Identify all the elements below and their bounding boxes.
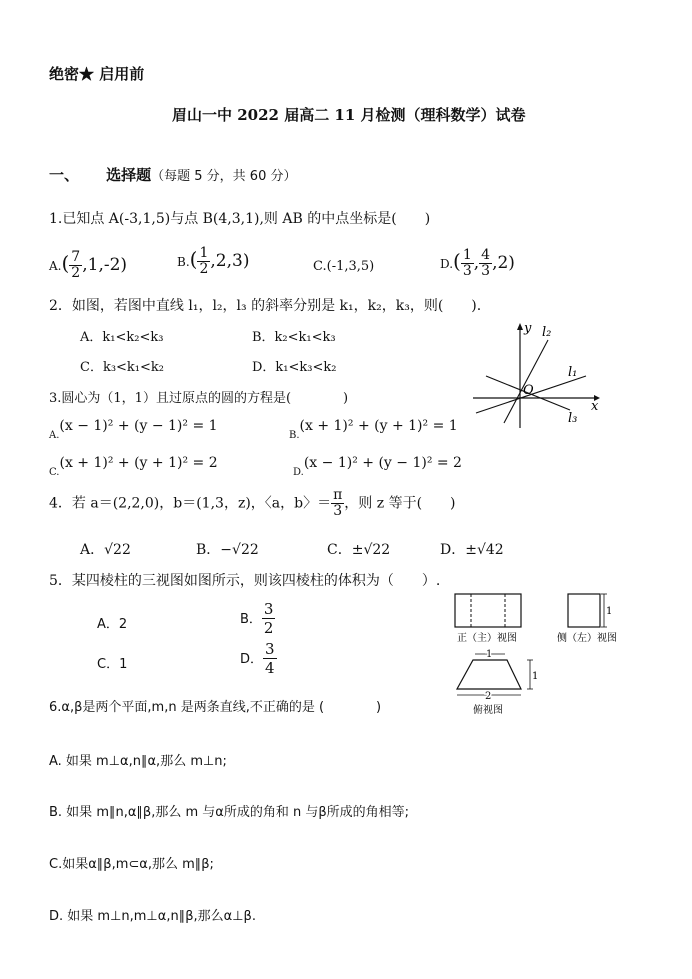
q3-a-label: A. (49, 430, 60, 441)
q4-frac (331, 488, 344, 519)
q1-option-c: C.(-1,3,5) (313, 259, 375, 274)
top-right-dim-1: 1 (532, 671, 539, 682)
q1-b-label: B. (177, 255, 190, 269)
page-title: 眉山一中 2022 届高二 11 月检测（理科数学）试卷 (172, 106, 526, 124)
section-number: 一、 (49, 166, 80, 184)
line-l2 (504, 340, 548, 423)
q1-d-label: D. (440, 257, 454, 271)
q3-option-c (49, 452, 218, 478)
q1-b-rest: ,2,3) (210, 251, 250, 271)
q3-d-eq: (x − 1)² + (y − 1)² = 2 (303, 455, 462, 471)
q3-option-d (293, 452, 462, 478)
q3-c-eq: (x + 1)² + (y + 1)² = 2 (59, 455, 218, 471)
q1-d-frac1 (461, 248, 474, 279)
paren: ( (189, 247, 198, 271)
q5-d-label: D． (240, 652, 264, 667)
q3-stem: 3.圆心为（1，1）且过原点的圆的方程是( ) (49, 391, 349, 406)
q3-option-b (289, 415, 458, 441)
q3-a-eq: (x − 1)² + (y − 1)² = 1 (59, 418, 218, 434)
frac-num: 1 (199, 245, 209, 261)
q3-c-label: C. (49, 467, 60, 478)
q5-option-c: C．1 (97, 657, 128, 672)
frac-den: 2 (263, 619, 274, 637)
y-axis-arrow (517, 323, 523, 330)
q5-three-view-figure (445, 588, 630, 723)
side-view-label: 侧（左）视图 (557, 633, 617, 644)
front-view-label: 正（主）视图 (457, 633, 517, 644)
q1-stem: 1.已知点 A(-3,1,5)与点 B(4,3,1),则 AB 的中点坐标是( ) (49, 211, 431, 227)
secret-label: 绝密★ 启用前 (49, 65, 145, 83)
frac-num: π (333, 487, 343, 503)
paren: ( (61, 251, 70, 275)
q1-option-a (49, 250, 127, 280)
q1-a-frac (69, 250, 82, 281)
frac-den: 3 (481, 263, 491, 279)
q2-option-a: A．k₁<k₂<k₃ (80, 330, 164, 345)
q4-option-c: C．±√22 (327, 542, 391, 558)
q6-option-d: D. 如果 m⊥n,m⊥α,n∥β,那么α⊥β. (49, 909, 256, 924)
q1-a-label: A. (49, 259, 62, 273)
q2-option-b: B．k₂<k₁<k₃ (252, 330, 336, 345)
q6-option-b: B. 如果 m∥n,α∥β,那么 m 与α所成的角和 n 与β所成的角相等; (49, 805, 410, 820)
top-view-label: 俯视图 (473, 705, 503, 716)
frac-den: 2 (71, 265, 81, 281)
q4-option-b: B．−√22 (196, 542, 259, 558)
y-label: y (524, 321, 532, 336)
q5-option-d (240, 640, 277, 677)
top-view-trapezoid (457, 660, 521, 689)
frac-num: 4 (481, 247, 491, 263)
section-note: （每题 5 分，共 60 分） (151, 169, 297, 184)
front-view-rect (455, 594, 521, 627)
q5-d-frac (263, 640, 277, 677)
q6-stem: 6.α,β是两个平面,m,n 是两条直线,不正确的是 ( ) (49, 700, 382, 715)
x-label: x (591, 399, 599, 414)
l3-label: l₃ (568, 411, 578, 426)
q3-b-eq: (x + 1)² + (y + 1)² = 1 (299, 418, 458, 434)
section-heading (49, 164, 296, 185)
frac-num: 3 (265, 640, 275, 658)
q6-option-c: C.如果α∥β,m⊂α,那么 m∥β; (49, 857, 214, 872)
side-view-rect (568, 594, 600, 627)
q4-option-a: A．√22 (80, 542, 131, 558)
comma: , (473, 253, 480, 273)
q1-b-frac (197, 246, 210, 277)
l1-label: l₁ (568, 365, 578, 380)
q5-b-label: B． (240, 612, 262, 627)
q4-stem-pre: 4．若 a＝(2,2,0)，b＝(1,3，z)，〈a，b〉＝ (49, 495, 332, 512)
frac-den: 2 (199, 261, 209, 277)
origin-label: O (523, 383, 534, 398)
q5-stem: 5．某四棱柱的三视图如图所示，则该四棱柱的体积为（ ）. (49, 573, 441, 589)
q3-d-label: D. (293, 467, 304, 478)
q2-lines-figure (468, 318, 603, 433)
q1-d-frac2 (479, 248, 492, 279)
q6-option-a: A. 如果 m⊥α,n∥α,那么 m⊥n; (49, 754, 227, 769)
frac-den: 3 (333, 503, 343, 519)
q3-option-a (49, 415, 218, 441)
q2-option-d: D．k₁<k₃<k₂ (252, 360, 337, 375)
top-dim-1: 1 (486, 649, 493, 660)
q2-option-c: C．k₃<k₁<k₂ (80, 360, 164, 375)
q1-a-rest: ,1,-2) (82, 255, 128, 275)
q2-stem: 2．如图，若图中直线 l₁，l₂，l₃ 的斜率分别是 k₁，k₂，k₃，则( ). (49, 298, 482, 314)
q5-option-a: A．2 (97, 617, 128, 632)
section-name: 选择题 (106, 166, 152, 184)
q1-option-d (440, 248, 515, 278)
q5-option-b (240, 600, 275, 637)
side-dim-1: 1 (606, 606, 613, 617)
frac-num: 3 (263, 600, 274, 618)
q4-stem-post: ，则 z 等于( ) (344, 495, 456, 512)
l2-label: l₂ (542, 325, 552, 340)
q5-b-frac (262, 600, 276, 637)
frac-num: 7 (71, 249, 81, 265)
frac-den: 3 (462, 263, 472, 279)
frac-num: 1 (462, 247, 472, 263)
frac-den: 4 (265, 659, 275, 677)
q3-b-label: B. (289, 430, 300, 441)
bottom-dim-2: 2 (485, 691, 492, 702)
paren: ( (453, 249, 461, 273)
q1-option-b (177, 246, 249, 276)
q4-stem (49, 488, 456, 519)
q1-d-rest: ,2) (492, 253, 515, 273)
q4-option-d: D．±√42 (440, 542, 504, 558)
